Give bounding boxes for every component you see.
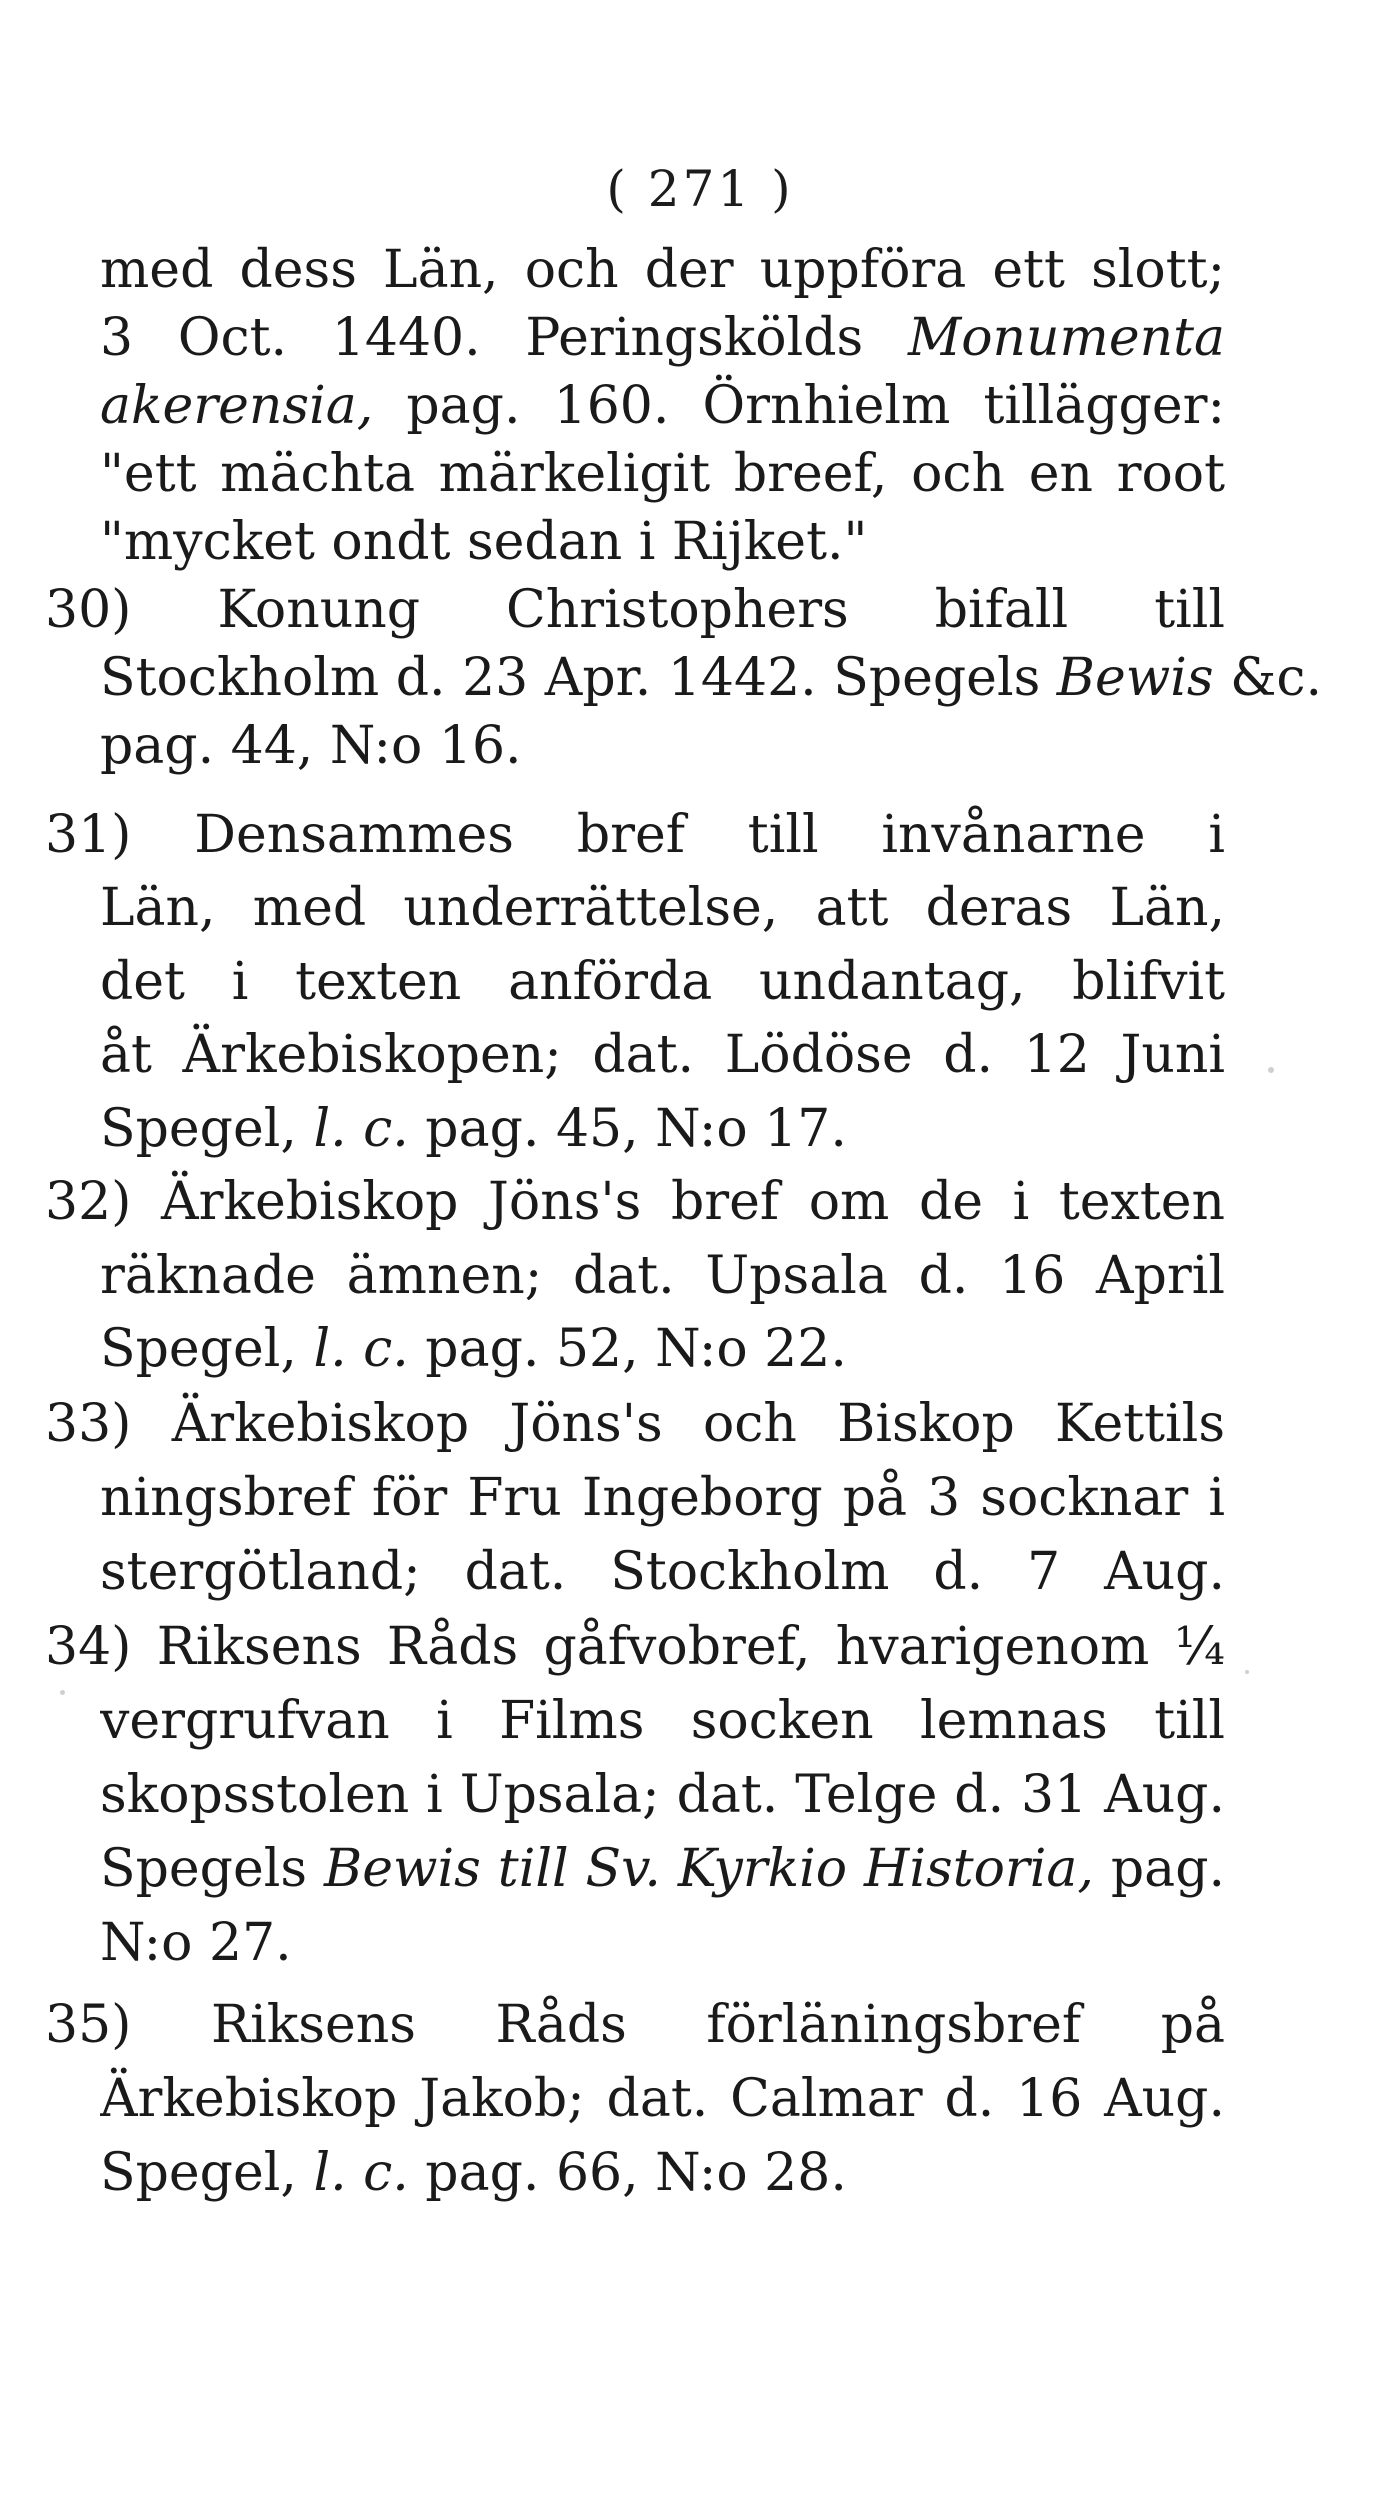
page-number: ( 271 ) bbox=[606, 160, 794, 218]
text-span: pag. 52, N:o 22. bbox=[408, 1319, 847, 1379]
text-span: 34) Riksens Råds gåfvobref, hvarigenom ¼ bbox=[45, 1617, 1225, 1677]
text-line bbox=[100, 1094, 847, 1164]
text-span: stergötland; dat. Stockholm d. 7 Aug. bbox=[100, 1542, 1225, 1602]
text-line bbox=[100, 2138, 847, 2208]
text-span: ningsbref för Fru Ingeborg på 3 socknar i bbox=[100, 1468, 1225, 1528]
text-span: pag. 45, N:o 17. bbox=[408, 1099, 847, 1159]
text-line bbox=[100, 303, 1225, 373]
text-span: det i texten anförda undantag, blifvit bbox=[100, 952, 1225, 1012]
text-line bbox=[100, 873, 1225, 943]
text-span: pag. 44, N:o 16. bbox=[100, 716, 522, 776]
text-line bbox=[100, 1241, 1225, 1311]
italic-title: Bewis till Sv. Kyrkio Historia, bbox=[324, 1839, 1094, 1899]
text-span: pag. bbox=[1110, 1839, 1225, 1899]
text-line bbox=[100, 947, 1225, 1017]
text-line bbox=[100, 235, 1225, 305]
text-span: Ärkebiskop Jakob; dat. Calmar d. 16 Aug. bbox=[100, 2069, 1225, 2129]
text-line bbox=[45, 1389, 1225, 1459]
text-span: 32) Ärkebiskop Jöns's bref om de i texten bbox=[45, 1172, 1225, 1232]
text-line bbox=[100, 1020, 1225, 1090]
text-line bbox=[100, 2064, 1225, 2134]
text-line bbox=[100, 1834, 1225, 1904]
text-span: räknade ämnen; dat. Upsala d. 16 April bbox=[100, 1246, 1225, 1306]
text-span: N:o 27. bbox=[100, 1913, 292, 1973]
text-span: 33) Ärkebiskop Jöns's och Biskop Kettils bbox=[45, 1394, 1225, 1454]
text-line bbox=[100, 1760, 1225, 1830]
text-line bbox=[45, 575, 1225, 645]
paper-speck bbox=[1268, 1067, 1274, 1073]
text-line bbox=[45, 1167, 1225, 1237]
italic-abbrev: l. c. bbox=[313, 1319, 409, 1379]
italic-title: akerensia, bbox=[100, 376, 374, 436]
text-line bbox=[45, 1612, 1225, 1682]
text-line bbox=[45, 1990, 1225, 2060]
text-span: pag. 160. Örnhielm tillägger: bbox=[406, 376, 1225, 436]
text-line bbox=[100, 1463, 1225, 1533]
text-span: Spegel, bbox=[100, 1099, 314, 1159]
text-span: "ett mächta märkeligit breef, och en root bbox=[100, 444, 1225, 504]
text-span: Län, med underrättelse, att deras Län, bbox=[100, 878, 1225, 938]
italic-abbrev: l. c. bbox=[313, 1099, 409, 1159]
text-line bbox=[100, 1314, 847, 1384]
text-line bbox=[100, 371, 1225, 441]
text-span: vergrufvan i Films socken lemnas till bbox=[100, 1691, 1225, 1751]
text-span: pag. 66, N:o 28. bbox=[408, 2143, 847, 2203]
italic-abbrev: l. c. bbox=[313, 2143, 409, 2203]
text-span: Spegel, bbox=[100, 2143, 314, 2203]
text-line bbox=[100, 711, 522, 781]
italic-title: Bewis bbox=[1056, 648, 1214, 708]
text-line bbox=[100, 1908, 292, 1978]
text-span: 31) Densammes bref till invånarne i bbox=[45, 805, 1225, 865]
text-span: skopsstolen i Upsala; dat. Telge d. 31 Aug. bbox=[100, 1765, 1225, 1825]
text-line bbox=[45, 800, 1225, 870]
paper-speck bbox=[60, 1690, 65, 1695]
text-span: åt Ärkebiskopen; dat. Lödöse d. 12 Juni bbox=[100, 1025, 1225, 1085]
text-span: 35) Riksens Råds förläningsbref på bbox=[45, 1995, 1225, 2055]
text-span: &c. bbox=[1213, 648, 1323, 708]
text-line bbox=[100, 507, 867, 577]
text-line bbox=[100, 1686, 1225, 1756]
text-span: 30) Konung Christophers bifall till bbox=[45, 580, 1225, 640]
text-span: Spegels bbox=[100, 1839, 325, 1899]
text-span: med dess Län, och der uppföra ett slott; bbox=[100, 240, 1225, 300]
text-line bbox=[100, 439, 1225, 509]
text-span: "mycket ondt sedan i Rijket." bbox=[100, 512, 868, 572]
text-line bbox=[100, 1537, 1225, 1607]
text-span: Spegel, bbox=[100, 1319, 314, 1379]
text-line bbox=[100, 643, 1322, 713]
text-span: Stockholm d. 23 Apr. 1442. Spegels bbox=[100, 648, 1057, 708]
text-span: 3 Oct. 1440. Peringskölds bbox=[100, 308, 908, 368]
paper-speck bbox=[1245, 1670, 1249, 1674]
italic-title: Monumenta bbox=[907, 308, 1225, 368]
